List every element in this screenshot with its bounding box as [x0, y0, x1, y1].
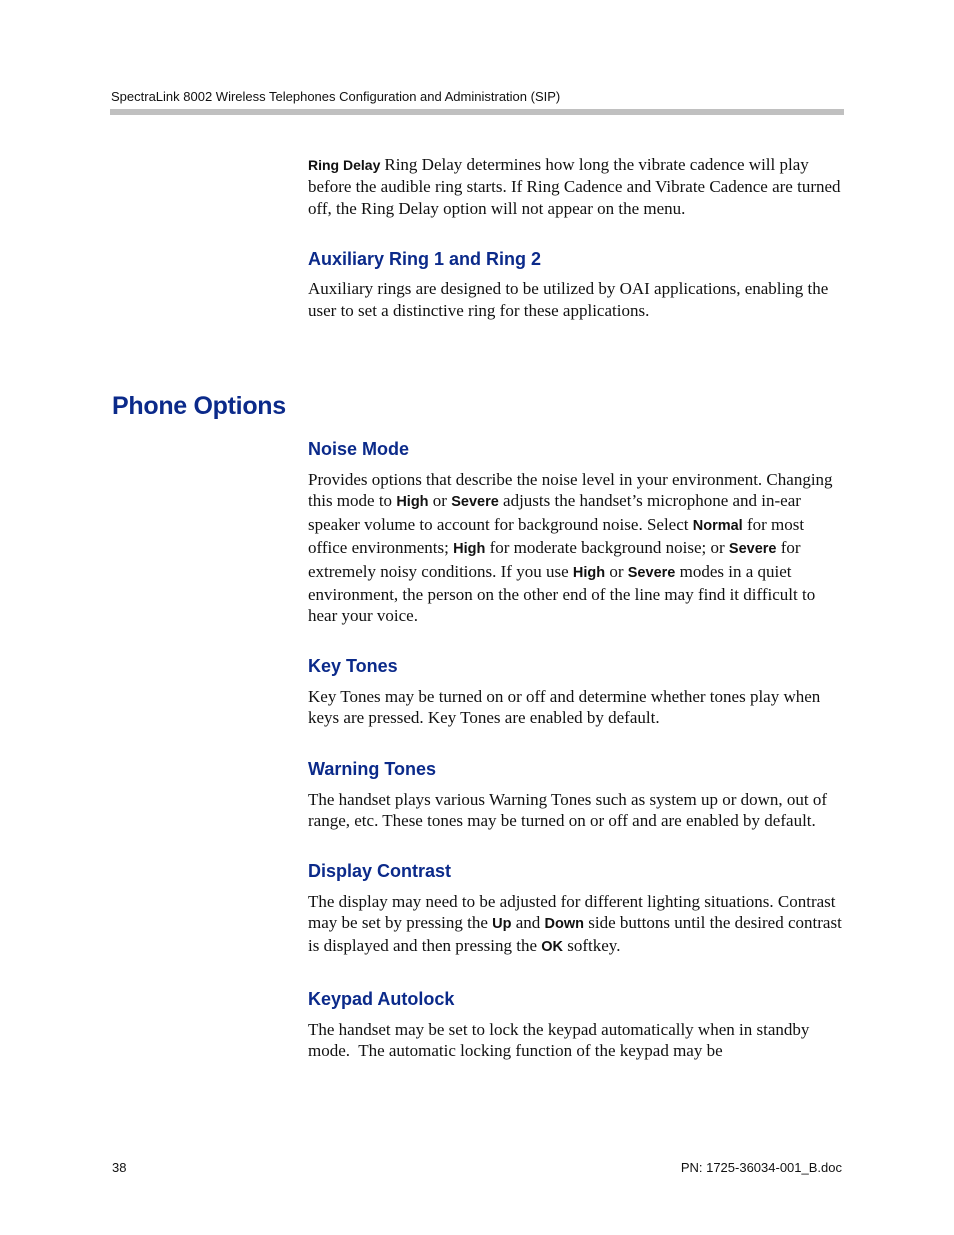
contrast-text-1: The display may need to be adjusted for different lighting situations. Contrast may be set by pressing the — [308, 891, 836, 932]
down-button-label: Down — [544, 915, 584, 932]
contrast-text-2: and — [511, 912, 545, 932]
part-number: PN: 1725-36034-001_B.doc — [680, 1160, 842, 1175]
contrast-text-4: softkey. — [563, 936, 621, 956]
heading-warning-tones: Warning Tones — [308, 758, 436, 779]
up-button-label: Up — [492, 915, 512, 932]
heading-key-tones: Key Tones — [308, 655, 398, 676]
noise-option-high: High — [453, 541, 486, 558]
noise-option-high: High — [572, 564, 606, 581]
noise-text-2: or — [428, 491, 452, 511]
noise-option-severe: Severe — [728, 541, 777, 558]
body-content — [308, 154, 844, 1062]
noise-text-1: Provides options that describe the noise level in your environment. Changing this mode to — [308, 470, 833, 511]
noise-mode-text — [308, 469, 844, 627]
noise-text-6: for extremely noisy conditions. If you use — [308, 538, 801, 581]
auxiliary-ring-text: Auxiliary rings are designed to be utilized by OAI applications, enabling the user to set a distinctive ring for these applications. — [308, 279, 829, 320]
noise-text-5: for moderate background noise; or — [485, 538, 729, 558]
noise-option-normal: Normal — [692, 517, 743, 534]
noise-text-7: or — [605, 561, 628, 581]
noise-option-severe: Severe — [627, 564, 676, 581]
ring-delay-label: Ring Delay — [308, 157, 381, 173]
display-contrast-text — [308, 891, 844, 959]
contrast-text-3: side buttons until the desired contrast is displayed and then pressing the — [308, 912, 842, 956]
noise-option-severe: Severe — [451, 494, 499, 511]
header-rule — [110, 109, 844, 115]
noise-option-high: High — [396, 494, 429, 511]
heading-noise-mode: Noise Mode — [308, 439, 410, 460]
running-header: SpectraLink 8002 Wireless Telephones Configuration and Administration (SIP) — [111, 89, 561, 104]
ring-delay-text: Ring Delay determines how long the vibrate cadence will play before the audible ring starts. If Ring Cadence and Vibrate Cadence are turned off, the Ring Delay option will not appear on the menu. — [308, 155, 845, 218]
heading-display-contrast: Display Contrast — [308, 860, 452, 881]
ring-delay-paragraph — [308, 154, 844, 219]
noise-text-4: for most office environments; — [308, 514, 805, 558]
noise-text-3: adjusts the handset’s microphone and in-ear speaker volume to account for background noise. Select — [308, 491, 801, 534]
heading-keypad-autolock: Keypad Autolock — [308, 988, 455, 1009]
page-number: 38 — [112, 1160, 127, 1175]
key-tones-text: Key Tones may be turned on or off and determine whether tones play when keys are pressed. Key Tones are enabled by default. — [308, 686, 821, 728]
heading-auxiliary-ring: Auxiliary Ring 1 and Ring 2 — [308, 249, 542, 270]
ok-softkey-label: OK — [541, 939, 563, 956]
section-heading-phone-options: Phone Options — [112, 392, 286, 420]
noise-text-8: modes in a quiet environment, the person on the other end of the line may find it difficult to hear your voice. — [308, 561, 816, 626]
keypad-autolock-text: The handset may be set to lock the keypad automatically when in standby mode. The automatic locking function of the keypad may be — [308, 1019, 814, 1061]
warning-tones-text: The handset plays various Warning Tones such as system up or down, out of range, etc. These tones may be turned on or off and are enabled by default. — [308, 789, 828, 831]
